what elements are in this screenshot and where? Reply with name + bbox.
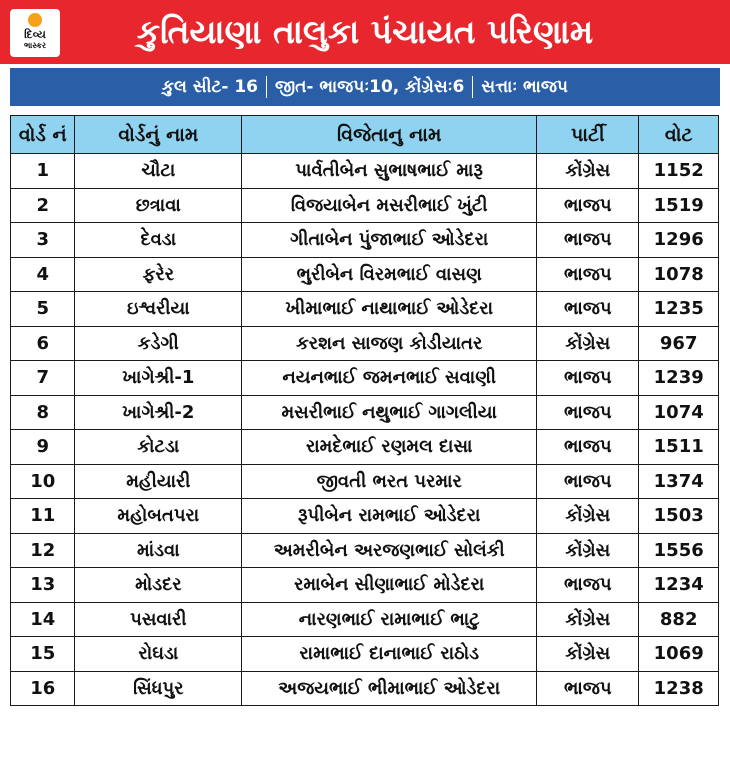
header-ward-no: વોર્ડ નં <box>11 116 75 154</box>
votes-cell: 1296 <box>639 223 719 258</box>
table-row <box>11 257 719 292</box>
ward-no-cell: 7 <box>11 361 75 396</box>
votes-cell: 1074 <box>639 395 719 430</box>
party-cell: કોંગ્રેસ <box>537 499 639 534</box>
ward-no-cell: 1 <box>11 154 75 189</box>
votes-cell: 1238 <box>639 671 719 706</box>
party-cell: કોંગ્રેસ <box>537 533 639 568</box>
winner-name-cell: જીવતી ભરત પરમાર <box>242 464 537 499</box>
winner-name-cell: વિજયાબેન મસરીભાઈ ખુંટી <box>242 188 537 223</box>
ward-name-cell: છત્રાવા <box>75 188 242 223</box>
votes-cell: 1069 <box>639 637 719 672</box>
votes-cell: 1556 <box>639 533 719 568</box>
winner-name-cell: નયનભાઈ જમનભાઈ સવાણી <box>242 361 537 396</box>
ward-name-cell: પસવારી <box>75 602 242 637</box>
party-cell: ભાજપ <box>537 671 639 706</box>
divider <box>266 76 267 98</box>
header-winner-name: વિજેતાનુ નામ <box>242 116 537 154</box>
party-cell: ભાજપ <box>537 361 639 396</box>
ward-no-cell: 4 <box>11 257 75 292</box>
logo-text-line2: ભાસ્કર <box>23 41 47 50</box>
results-table <box>10 115 719 706</box>
sun-icon <box>28 13 42 27</box>
winner-name-cell: રમાબેન સીણાભાઈ મોડેદરા <box>242 568 537 603</box>
header-party: પાર્ટી <box>537 116 639 154</box>
party-cell: કોંગ્રેસ <box>537 602 639 637</box>
votes-cell: 1234 <box>639 568 719 603</box>
winner-name-cell: પાર્વતીબેન સુભાષભાઈ મારૂ <box>242 154 537 189</box>
winner-name-cell: ગીતાબેન પુંજાભાઈ ઓડેદરા <box>242 223 537 258</box>
ward-name-cell: કડેગી <box>75 326 242 361</box>
winner-name-cell: રૂપીબેન રામભાઈ ઓડેદરા <box>242 499 537 534</box>
winner-name-cell: અમરીબેન અરજણભાઈ સોલંકી <box>242 533 537 568</box>
table-row <box>11 154 719 189</box>
table-row <box>11 395 719 430</box>
divider <box>472 76 473 98</box>
party-cell: ભાજપ <box>537 395 639 430</box>
ward-name-cell: સિંધપુર <box>75 671 242 706</box>
table-row <box>11 188 719 223</box>
votes-cell: 882 <box>639 602 719 637</box>
table-row <box>11 499 719 534</box>
table-header-row <box>11 116 719 154</box>
winner-name-cell: અજયભાઈ ભીમાભાઈ ઓડેદરા <box>242 671 537 706</box>
table-row <box>11 602 719 637</box>
ward-name-cell: મોડદર <box>75 568 242 603</box>
ward-name-cell: દેવડા <box>75 223 242 258</box>
party-cell: કોંગ્રેસ <box>537 637 639 672</box>
party-cell: ભાજપ <box>537 464 639 499</box>
table-row <box>11 464 719 499</box>
ward-no-cell: 10 <box>11 464 75 499</box>
ward-no-cell: 16 <box>11 671 75 706</box>
power-text: સત્તાઃ ભાજપ <box>481 77 568 97</box>
header-ward-name: વોર્ડનું નામ <box>75 116 242 154</box>
party-cell: ભાજપ <box>537 568 639 603</box>
ward-name-cell: મહીયારી <box>75 464 242 499</box>
winner-name-cell: રામદેભાઈ રણમલ દાસા <box>242 430 537 465</box>
ward-name-cell: ચૌટા <box>75 154 242 189</box>
party-cell: ભાજપ <box>537 292 639 327</box>
winner-name-cell: ભુરીબેન વિરમભાઈ વાસણ <box>242 257 537 292</box>
ward-name-cell: મહોબતપરા <box>75 499 242 534</box>
ward-name-cell: ખાગેશ્રી-1 <box>75 361 242 396</box>
winner-name-cell: મસરીભાઈ નથુભાઈ ગાગલીયા <box>242 395 537 430</box>
votes-cell: 1078 <box>639 257 719 292</box>
ward-no-cell: 5 <box>11 292 75 327</box>
ward-name-cell: રોઘડા <box>75 637 242 672</box>
ward-name-cell: માંડવા <box>75 533 242 568</box>
table-row <box>11 533 719 568</box>
winner-name-cell: ખીમાભાઈ નાથાભાઈ ઓડેદરા <box>242 292 537 327</box>
ward-no-cell: 13 <box>11 568 75 603</box>
votes-cell: 1152 <box>639 154 719 189</box>
votes-cell: 1235 <box>639 292 719 327</box>
table-row <box>11 223 719 258</box>
table-row <box>11 292 719 327</box>
votes-cell: 1239 <box>639 361 719 396</box>
header-bar <box>0 0 730 64</box>
ward-no-cell: 3 <box>11 223 75 258</box>
table-row <box>11 671 719 706</box>
votes-cell: 1511 <box>639 430 719 465</box>
ward-name-cell: ખાગેશ્રી-2 <box>75 395 242 430</box>
winner-name-cell: રામાભાઈ દાનાભાઈ રાઠોડ <box>242 637 537 672</box>
votes-cell: 1519 <box>639 188 719 223</box>
total-seats-text: કુલ સીટ- 16 <box>162 77 258 97</box>
ward-no-cell: 14 <box>11 602 75 637</box>
table-row <box>11 326 719 361</box>
votes-cell: 967 <box>639 326 719 361</box>
party-cell: કોંગ્રેસ <box>537 326 639 361</box>
party-cell: ભાજપ <box>537 430 639 465</box>
divya-bhaskar-logo <box>10 9 60 57</box>
votes-cell: 1503 <box>639 499 719 534</box>
party-cell: ભાજપ <box>537 257 639 292</box>
header-votes: વોટ <box>639 116 719 154</box>
winner-name-cell: નારણભાઈ રામાભાઈ ભાટુ <box>242 602 537 637</box>
party-cell: કોંગ્રેસ <box>537 154 639 189</box>
party-cell: ભાજપ <box>537 223 639 258</box>
ward-no-cell: 15 <box>11 637 75 672</box>
logo-text-line1: દિવ્ય <box>24 28 46 41</box>
ward-no-cell: 2 <box>11 188 75 223</box>
ward-name-cell: કોટડા <box>75 430 242 465</box>
ward-no-cell: 9 <box>11 430 75 465</box>
summary-bar <box>10 68 720 106</box>
table-row <box>11 361 719 396</box>
table-row <box>11 568 719 603</box>
won-seats-text: જીત- ભાજપઃ10, કોંગ્રેસઃ6 <box>274 77 465 97</box>
ward-no-cell: 6 <box>11 326 75 361</box>
votes-cell: 1374 <box>639 464 719 499</box>
party-cell: ભાજપ <box>537 188 639 223</box>
table-row <box>11 637 719 672</box>
table-row <box>11 430 719 465</box>
ward-no-cell: 8 <box>11 395 75 430</box>
page-title: કુતિયાણા તાલુકા પંચાયત પરિણામ <box>136 12 594 51</box>
ward-no-cell: 12 <box>11 533 75 568</box>
ward-no-cell: 11 <box>11 499 75 534</box>
ward-name-cell: ફરેર <box>75 257 242 292</box>
ward-name-cell: ઇશ્વરીયા <box>75 292 242 327</box>
winner-name-cell: કરશન સાજણ કોડીયાતર <box>242 326 537 361</box>
